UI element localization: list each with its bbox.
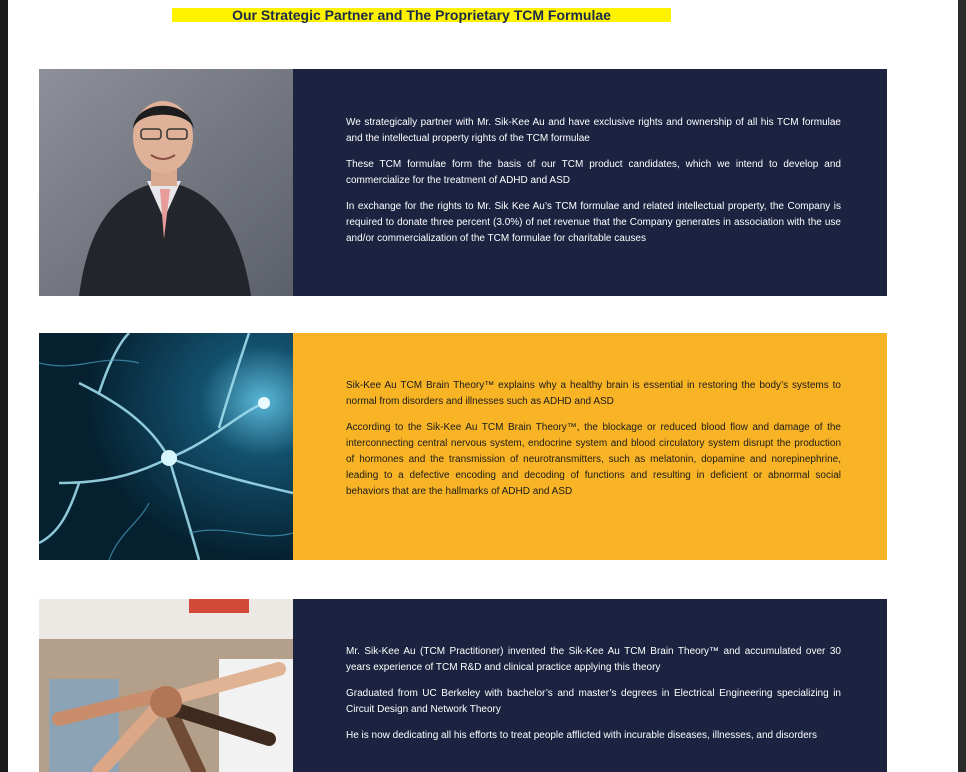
paragraph: These TCM formulae form the basis of our TCM product candidates, which we intend to develop and commercialize for the treatment of ADHD and ASD — [346, 159, 841, 186]
paragraph: According to the Sik-Kee Au TCM Brain Theory™, the blockage or reduced blood flow and damage of the interconnecting central nervous system, endocrine system and blood circulatory system disrupt the production of hormones and the transmission of neurotransmitters, such as melatonin, dopamine and norepinephrine, leading to a defective encoding and decoding of functions and resulting in deficient or abnormal social behaviors that are the hallmarks of ADHD and ASD — [346, 422, 841, 497]
teamwork-hands-photo — [39, 599, 293, 772]
paragraph: Graduated from UC Berkeley with bachelor’s and master’s degrees in Electrical Engineering specializing in Circuit Design and Network Theory — [346, 688, 841, 715]
section-founder-background — [39, 599, 887, 772]
partner-text-panel — [293, 69, 887, 296]
page-title: Our Strategic Partner and The Proprietary TCM Formulae — [232, 7, 611, 23]
founder-text-panel — [293, 599, 887, 772]
document-page — [8, 0, 958, 772]
paragraph: Mr. Sik-Kee Au (TCM Practitioner) invented the Sik-Kee Au TCM Brain Theory™ and accumulated over 30 years experience of TCM R&D and clinical practice applying this theory — [346, 646, 841, 673]
window-edge — [958, 0, 966, 772]
portrait-photo — [39, 69, 293, 296]
paragraph: In exchange for the rights to Mr. Sik Kee Au’s TCM formulae and related intellectual property, the Company is required to donate three percent (3.0%) of net revenue that the Company generates in association with the use and/or commercialization of the TCM formulae for charitable causes — [346, 201, 841, 244]
section-strategic-partner — [39, 69, 887, 296]
paragraph: He is now dedicating all his efforts to treat people afflicted with incurable diseases, illnesses, and disorders — [346, 730, 818, 741]
paragraph: We strategically partner with Mr. Sik-Kee Au and have exclusive rights and ownership of all his TCM formulae and the intellectual property rights of the TCM formulae — [346, 117, 841, 144]
neuron-image — [39, 333, 293, 560]
paragraph: Sik-Kee Au TCM Brain Theory™ explains why a healthy brain is essential in restoring the body’s systems to normal from disorders and illnesses such as ADHD and ASD — [346, 380, 841, 407]
section-brain-theory — [39, 333, 887, 560]
brain-theory-text-panel — [293, 333, 887, 560]
